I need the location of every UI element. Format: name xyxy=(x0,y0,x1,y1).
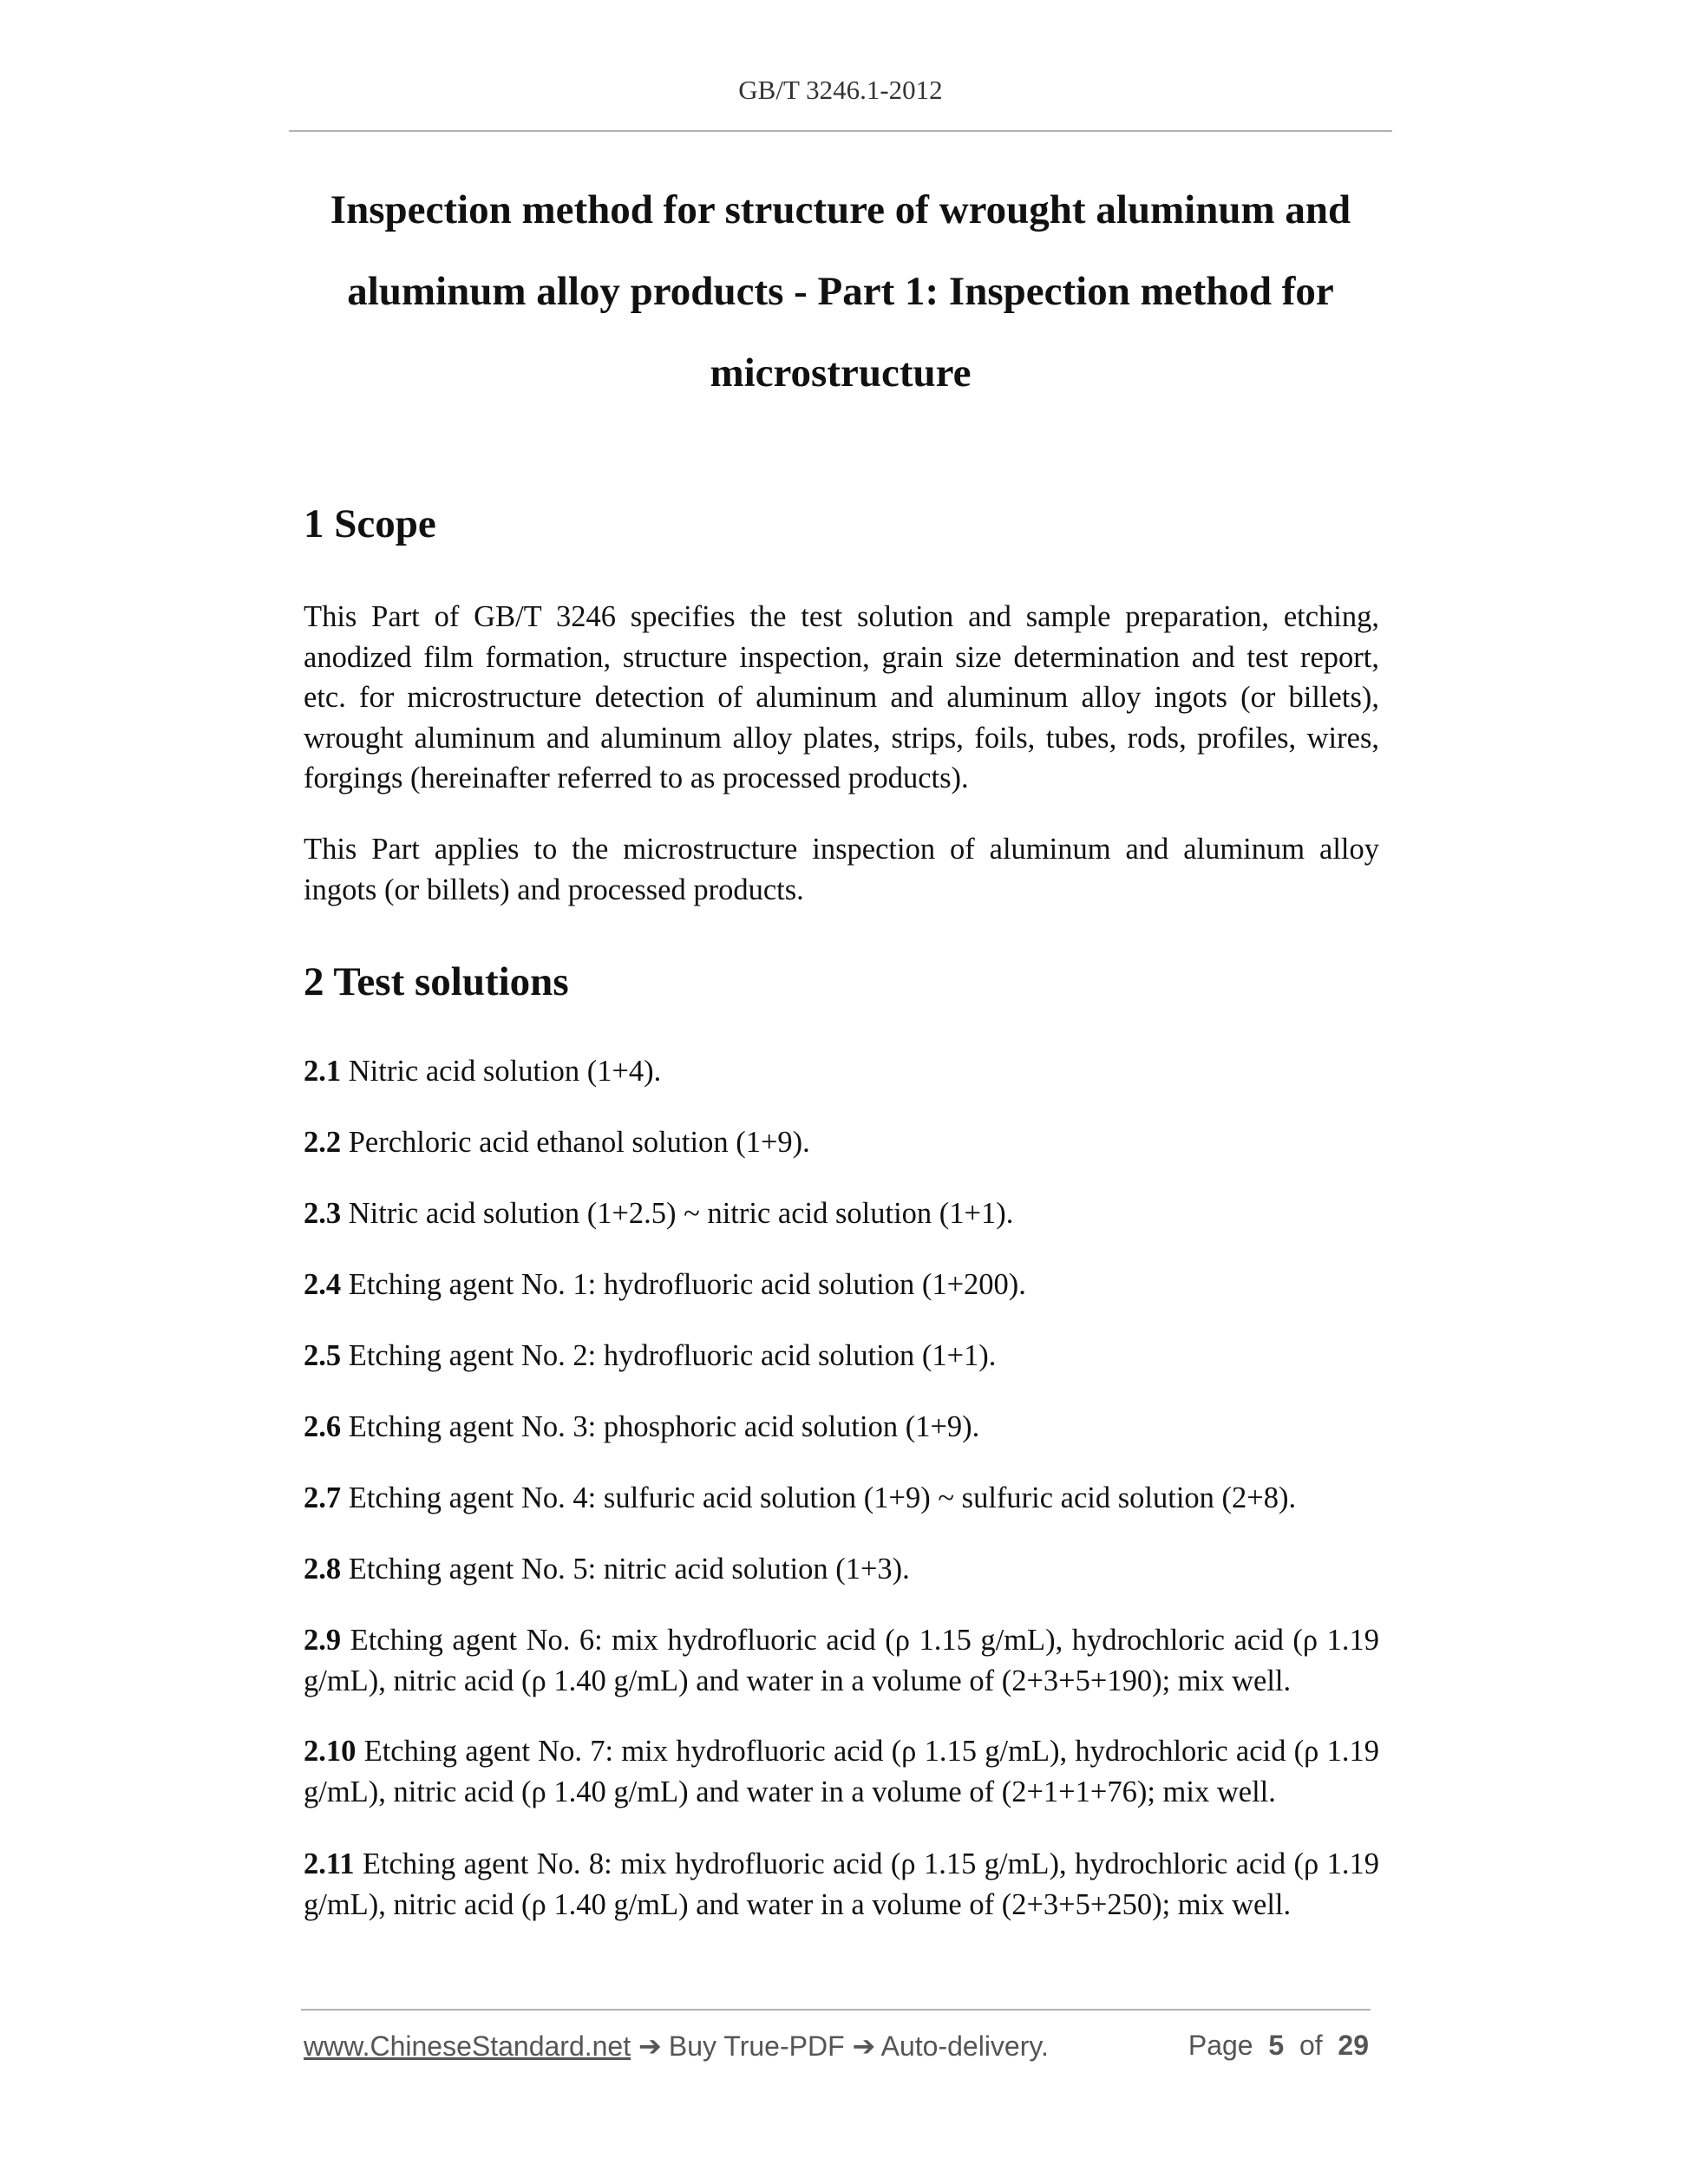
page-label: Page xyxy=(1187,2030,1253,2061)
footer-step-buy: Buy True-PDF xyxy=(668,2030,845,2062)
item-number: 2.11 xyxy=(304,1847,355,1880)
section-heading-scope: 1 Scope xyxy=(304,501,436,546)
item-text: Etching agent No. 5: nitric acid solution (1+3). xyxy=(348,1553,910,1586)
right-arrow-icon: ➔ xyxy=(638,2030,662,2063)
page-current: 5 xyxy=(1268,2030,1285,2061)
footer-divider xyxy=(301,2009,1371,2011)
item-text: Perchloric acid ethanol solution (1+9). xyxy=(348,1126,810,1159)
item-number: 2.7 xyxy=(304,1481,342,1514)
item-number: 2.2 xyxy=(304,1126,342,1159)
right-arrow-icon: ➔ xyxy=(852,2030,876,2063)
item-number: 2.5 xyxy=(304,1339,342,1372)
item-text: Etching agent No. 1: hydrofluoric acid solution (1+200). xyxy=(348,1268,1026,1301)
item-text: Etching agent No. 2: hydrofluoric acid solution (1+1). xyxy=(348,1339,997,1372)
item-number: 2.3 xyxy=(304,1197,342,1230)
list-item xyxy=(304,1620,1379,1701)
scope-paragraph-1: This Part of GB/T 3246 specifies the test solution and sample preparation, etching, anodized film formation, structure inspection, grain size determination and test report, etc. for microstructure detection of aluminum and aluminum alloy ingots (or billets), wrought aluminum and aluminum alloy plates, strips, foils, tubes, rods, profiles, wires, forgings (hereinafter referred to as processed products). xyxy=(304,600,1379,794)
item-number: 2.9 xyxy=(304,1624,342,1657)
item-text: Etching agent No. 7: mix hydrofluoric acid (ρ 1.15 g/mL), hydrochloric acid (ρ 1.19 g/mL), nitric acid (ρ 1.40 g/mL) and water in a volume of (2+1+1+76); mix well. xyxy=(304,1735,1379,1808)
item-number: 2.8 xyxy=(304,1553,342,1586)
list-item xyxy=(304,1265,1379,1305)
site-link[interactable]: www.ChineseStandard.net xyxy=(304,2030,631,2062)
page-of-label: of xyxy=(1299,2030,1323,2061)
list-item xyxy=(304,1844,1379,1925)
item-text: Etching agent No. 3: phosphoric acid solution (1+9). xyxy=(348,1410,980,1443)
item-number: 2.6 xyxy=(304,1410,342,1443)
footer-step-delivery: Auto-delivery. xyxy=(880,2030,1049,2062)
footer-promo xyxy=(304,2030,1049,2063)
list-item xyxy=(304,1193,1379,1234)
list-item xyxy=(304,1549,1379,1590)
list-item xyxy=(304,1051,1379,1092)
item-text: Nitric acid solution (1+2.5) ~ nitric acid solution (1+1). xyxy=(348,1197,1014,1230)
list-item xyxy=(304,1336,1379,1376)
item-number: 2.1 xyxy=(304,1055,342,1088)
item-number: 2.4 xyxy=(304,1268,342,1301)
item-text: Etching agent No. 6: mix hydrofluoric acid (ρ 1.15 g/mL), hydrochloric acid (ρ 1.19 g/mL), nitric acid (ρ 1.40 g/mL) and water in a volume of (2+3+5+190); mix well. xyxy=(304,1624,1379,1697)
page-footer xyxy=(304,2030,1369,2068)
list-item xyxy=(304,1122,1379,1163)
item-text: Nitric acid solution (1+4). xyxy=(348,1055,662,1088)
list-item xyxy=(304,1478,1379,1519)
item-number: 2.10 xyxy=(304,1735,357,1768)
section-heading-test-solutions: 2 Test solutions xyxy=(304,959,569,1004)
page-total: 29 xyxy=(1338,2030,1369,2061)
item-text: Etching agent No. 4: sulfuric acid solution (1+9) ~ sulfuric acid solution (2+8). xyxy=(348,1481,1297,1514)
list-item xyxy=(304,1407,1379,1448)
scope-paragraph-2: This Part applies to the microstructure inspection of aluminum and aluminum alloy ingots (or billets) and processed products. xyxy=(304,833,1379,906)
document-title: Inspection method for structure of wrought aluminum and aluminum alloy products - Part 1: Inspection method for microstructure xyxy=(330,187,1351,396)
list-item xyxy=(304,1731,1379,1812)
item-text: Etching agent No. 8: mix hydrofluoric acid (ρ 1.15 g/mL), hydrochloric acid (ρ 1.19 g/mL), nitric acid (ρ 1.40 g/mL) and water in a volume of (2+3+5+250); mix well. xyxy=(304,1847,1380,1921)
page-header: GB/T 3246.1-2012 xyxy=(738,75,943,105)
page-number xyxy=(1188,2030,1369,2062)
header-divider xyxy=(289,130,1392,132)
